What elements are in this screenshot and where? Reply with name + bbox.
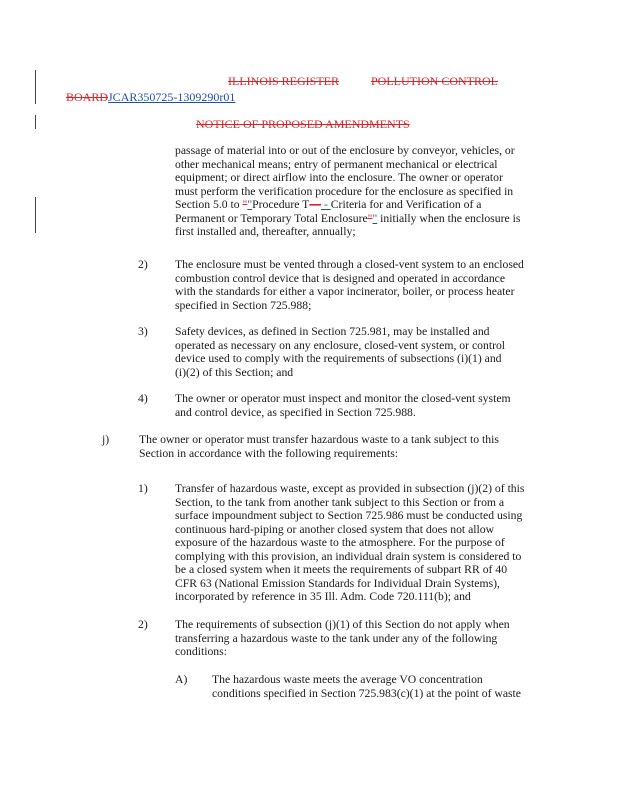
change-bar-2 — [35, 115, 36, 129]
item-2-text — [175, 258, 531, 312]
text-line: (i)(2) of this Section; and — [175, 365, 294, 379]
text-line: The requirements of subsection (j)(1) of this Section do not apply when — [175, 618, 510, 631]
text-line: operated as necessary on any enclosure, closed-vent system, or control — [175, 338, 506, 352]
item-label: A) — [175, 673, 188, 686]
text-line: must perform the verification procedure for the enclosure as specified in — [175, 184, 514, 198]
change-bar-1 — [35, 70, 36, 104]
item-A-text — [212, 673, 532, 700]
text-line: first installed and, thereafter, annually; — [175, 225, 356, 238]
item-j2-text — [175, 618, 531, 659]
header-register: ILLINOIS REGISTER — [228, 74, 339, 88]
item-j1-text — [175, 482, 535, 604]
text-line: exposure of the hazardous waste to the atmosphere. For the purpose of — [175, 536, 505, 549]
text-line: The owner or operator must transfer hazardous waste to a tank subject to this — [139, 433, 499, 446]
text-line-amended-2: Permanent or Temporary Total Enclosure"" initially when the enclosure is — [175, 211, 521, 225]
text-line: Safety devices, as defined in Section 725.981, may be installed and — [175, 325, 490, 338]
paragraph-continuation — [175, 144, 531, 239]
text-line: The owner or operator must inspect and monitor the closed-vent system — [175, 392, 511, 405]
notice-heading: NOTICE OF PROPOSED AMENDMENTS — [196, 117, 410, 131]
text-line: device used to comply with the requirements of subsections (i)(1) and — [175, 352, 502, 365]
item-3-text — [175, 325, 531, 379]
item-label: 3) — [138, 325, 148, 338]
text-line: conditions: — [175, 645, 227, 658]
text-line: Section, to the tank from another tank subject to this Section or from a — [175, 495, 505, 509]
text-line: transferring a hazardous waste to the tank under any of the following — [175, 631, 498, 645]
board-inserted: JCAR350725-1309290r01 — [108, 90, 236, 104]
text-line-amended-1: Section 5.0 to ""Procedure T— - Criteria for and Verification of a — [175, 198, 482, 211]
item-label: 2) — [138, 618, 148, 631]
text-line: be a closed system when it meets the requirements of subpart RR of 40 — [175, 563, 508, 576]
item-label: 4) — [138, 392, 148, 405]
item-label: j) — [102, 433, 110, 446]
text-line: and control device, as specified in Section 725.988. — [175, 405, 416, 419]
board-deleted: BOARD — [66, 90, 109, 104]
item-j-text — [139, 433, 531, 460]
text-line: passage of material into or out of the enclosure by conveyor, vehicles, or — [175, 144, 515, 157]
text-line: incorporated by reference in 35 Ill. Adm. Code 720.111(b); and — [175, 590, 471, 603]
text-line: complying with this provision, an individual drain system is considered to — [175, 549, 522, 563]
text-line: The hazardous waste meets the average VO concentration — [212, 673, 483, 686]
text-line: CFR 63 (National Emission Standards for Individual Drain Systems), — [175, 576, 500, 590]
item-label: 2) — [138, 258, 148, 271]
text-line: with the standards for either a vapor incinerator, boiler, or process heater — [175, 285, 515, 298]
text-line: Transfer of hazardous waste, except as provided in subsection (j)(2) of this — [175, 482, 525, 495]
change-bar-3 — [35, 197, 36, 233]
item-4-text — [175, 392, 531, 419]
text-line: The enclosure must be vented through a closed-vent system to an enclosed — [175, 258, 524, 271]
text-line: conditions specified in Section 725.983(c)(1) at the point of waste — [212, 686, 521, 700]
header-board — [66, 90, 235, 104]
item-label: 1) — [138, 482, 148, 495]
text-line: other mechanical means; entry of permanent mechanical or electrical — [175, 157, 498, 171]
text-line: Section in accordance with the following requirements: — [139, 446, 398, 460]
text-line: specified in Section 725.988; — [175, 298, 312, 312]
text-line: surface impoundment subject to Section 725.986 must be conducted using — [175, 509, 523, 522]
header-subject: POLLUTION CONTROL — [371, 74, 498, 88]
text-line: combustion control device that is designed and operated in accordance — [175, 271, 506, 285]
text-line: continuous hard-piping or another closed system that does not allow — [175, 522, 495, 536]
text-line: equipment; or direct airflow into the enclosure. The owner or operator — [175, 171, 503, 184]
